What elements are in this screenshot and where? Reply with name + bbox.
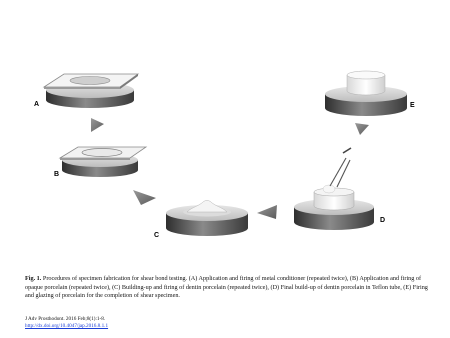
panel-label-c: C	[154, 232, 160, 239]
arrow-d-to-c	[257, 205, 277, 219]
figure-caption-text: Procedures of specimen fabrication for shear bond testing. (A) Application and firing of metal conditioner (repeated twice), (B) Application and firing of opaque porcelain (repeated twice), (C) Building-up and firing of dentin porcelain (repeated twice), (D) Final build-up of dentin porcelain in Teflon tube, (E) Firing and glazing of porcelain for the completion of shear specimen.	[25, 275, 428, 300]
panel-label-e: E	[410, 102, 415, 109]
specimen-step-b	[54, 147, 146, 178]
citation-doi-link[interactable]: http://dx.doi.org/10.4047/jap.2016.8.1.1	[25, 323, 109, 329]
specimen-step-d	[294, 148, 385, 230]
specimen-step-a	[34, 74, 138, 108]
arrow-d-to-e	[355, 123, 369, 135]
figure-caption-label: Fig. 1.	[25, 275, 42, 282]
panel-label-d: D	[380, 217, 386, 224]
panel-label-b: B	[54, 171, 60, 178]
citation	[25, 316, 325, 330]
panel-label-a: A	[34, 101, 40, 108]
citation-journal: J Adv Prosthodont. 2016 Feb;8(1):1-8.	[25, 316, 106, 322]
specimen-step-c	[154, 201, 248, 240]
specimen-step-e	[325, 71, 415, 116]
figure-caption	[25, 275, 435, 301]
arrow-a-to-b	[91, 118, 104, 132]
arrow-b-to-c	[133, 190, 156, 205]
